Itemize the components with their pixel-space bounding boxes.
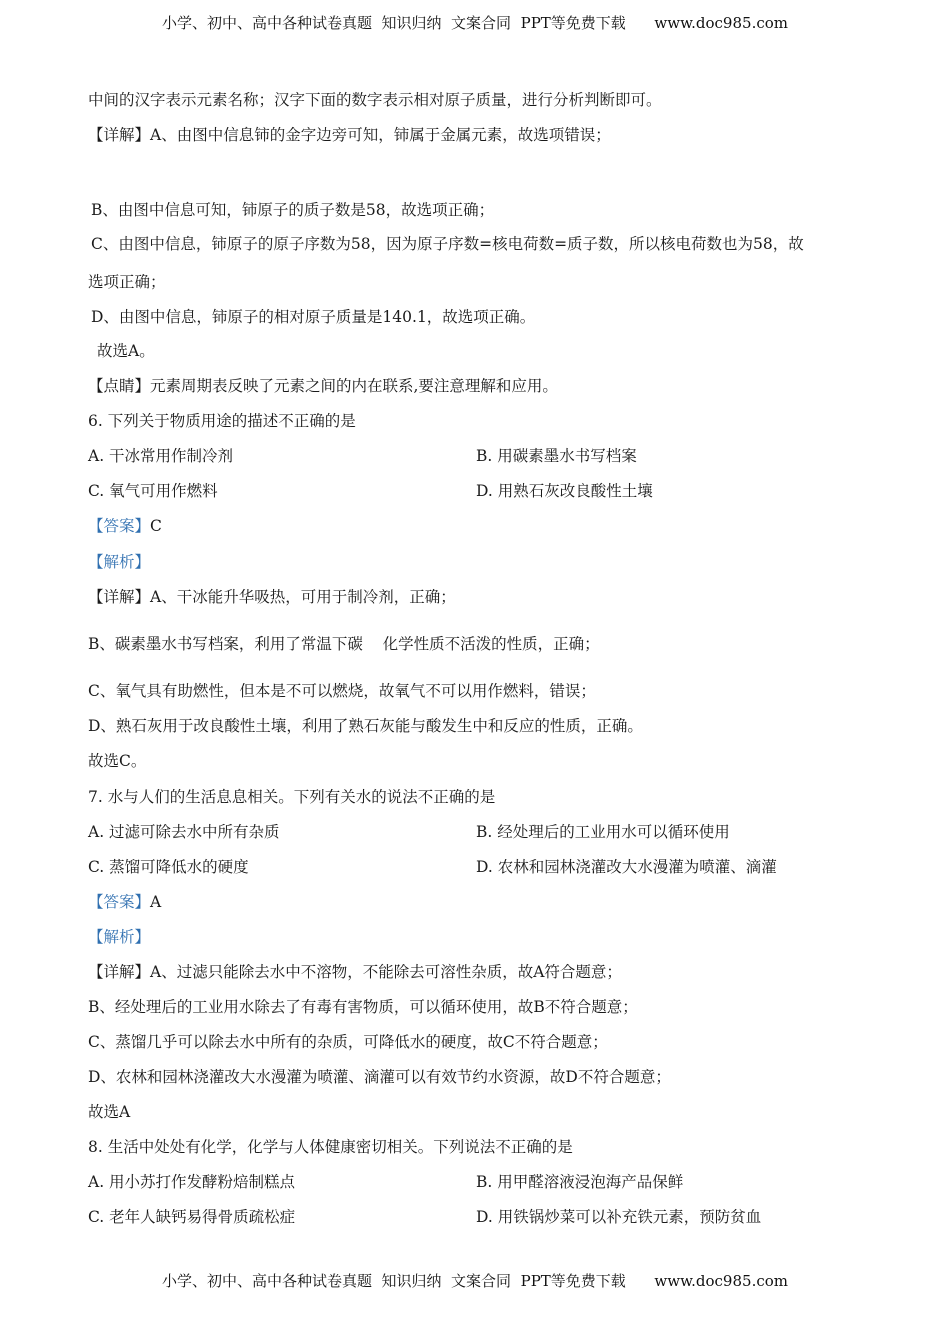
q6-detail-c: C、氧气具有助燃性，但本是不可以燃烧，故氧气不可以用作燃料，错误；: [88, 682, 596, 700]
q7-choose: 故选A: [88, 1103, 131, 1121]
q7-detail-d: D、农林和园林浇灌改大水漫灌为喷灌、滴灌可以有效节约水资源，故D不符合题意；: [88, 1068, 671, 1086]
q8-option-b: B. 用甲醛溶液浸泡海产品保鲜: [476, 1173, 684, 1191]
q6-answer-label: 【答案】: [88, 517, 151, 535]
q7-option-b: B. 经处理后的工业用水可以循环使用: [476, 823, 730, 841]
q7-stem: 7. 水与人们的生活息息相关。下列有关水的说法不正确的是: [88, 788, 496, 806]
page-header: 小学、初中、高中各种试卷真题 知识归纳 文案合同 PPT等免费下载 www.doc985.com: [161, 14, 788, 32]
q8-stem: 8. 生活中处处有化学，化学与人体健康密切相关。下列说法不正确的是: [88, 1138, 573, 1156]
q7-answer: [88, 892, 161, 912]
q6-answer-value: C: [150, 517, 162, 535]
q7-option-d: D. 农林和园林浇灌改大水漫灌为喷灌、滴灌: [476, 858, 777, 876]
q5-detail-c-line2: 选项正确；: [88, 273, 166, 291]
q5-choose: 故选A。: [97, 342, 155, 360]
q6-choose: 故选C。: [88, 752, 147, 770]
q6-answer: [88, 516, 162, 536]
q6-option-d: D. 用熟石灰改良酸性土壤: [476, 482, 653, 500]
q6-option-b: B. 用碳素墨水书写档案: [476, 447, 637, 465]
q6-option-a: A. 干冰常用作制冷剂: [88, 447, 234, 465]
q5-intro-line: 中间的汉字表示元素名称；汉字下面的数字表示相对原子质量，进行分析判断即可。: [88, 91, 662, 109]
q6-option-c: C. 氧气可用作燃料: [88, 482, 218, 500]
q7-answer-value: A: [150, 893, 162, 911]
q7-analysis-label: 【解析】: [88, 928, 151, 946]
q6-detail-b: B、碳素墨水书写档案，利用了常温下碳 化学性质不活泼的性质，正确；: [88, 635, 600, 653]
q6-detail-d: D、熟石灰用于改良酸性土壤，利用了熟石灰能与酸发生中和反应的性质，正确。: [88, 717, 643, 735]
q6-analysis-label: 【解析】: [88, 553, 151, 571]
q7-answer-label: 【答案】: [88, 893, 151, 911]
q6-stem: 6. 下列关于物质用途的描述不正确的是: [88, 412, 356, 430]
q7-detail-c: C、蒸馏几乎可以除去水中所有的杂质，可降低水的硬度，故C不符合题意；: [88, 1033, 608, 1051]
q5-detail-d: D、由图中信息，铈原子的相对原子质量是140.1，故选项正确。: [91, 308, 536, 326]
page-footer: 小学、初中、高中各种试卷真题 知识归纳 文案合同 PPT等免费下载 www.doc985.com: [161, 1272, 788, 1290]
q7-option-a: A. 过滤可除去水中所有杂质: [88, 823, 280, 841]
q6-detail-a: 【详解】A、干冰能升华吸热，可用于制冷剂，正确；: [88, 588, 456, 606]
q5-detail-b: B、由图中信息可知，铈原子的质子数是58，故选项正确；: [91, 201, 495, 219]
q7-detail-b: B、经处理后的工业用水除去了有毒有害物质，可以循环使用，故B不符合题意；: [88, 998, 638, 1016]
q5-detail-c-line1: C、由图中信息，铈原子的原子序数为58，因为原子序数=核电荷数=质子数，所以核电荷数也为58，故: [91, 235, 804, 253]
q8-option-d: D. 用铁锅炒菜可以补充铁元素，预防贫血: [476, 1208, 762, 1226]
q7-option-c: C. 蒸馏可降低水的硬度: [88, 858, 249, 876]
q5-tip: 【点睛】元素周期表反映了元素之间的内在联系,要注意理解和应用。: [88, 377, 558, 395]
q7-detail-a: 【详解】A、过滤只能除去水中不溶物，不能除去可溶性杂质，故A符合题意；: [88, 963, 622, 981]
q8-option-c: C. 老年人缺钙易得骨质疏松症: [88, 1208, 296, 1226]
q8-option-a: A. 用小苏打作发酵粉焙制糕点: [88, 1173, 296, 1191]
q5-detail-a: 【详解】A、由图中信息铈的金字边旁可知，铈属于金属元素，故选项错误；: [88, 126, 611, 144]
